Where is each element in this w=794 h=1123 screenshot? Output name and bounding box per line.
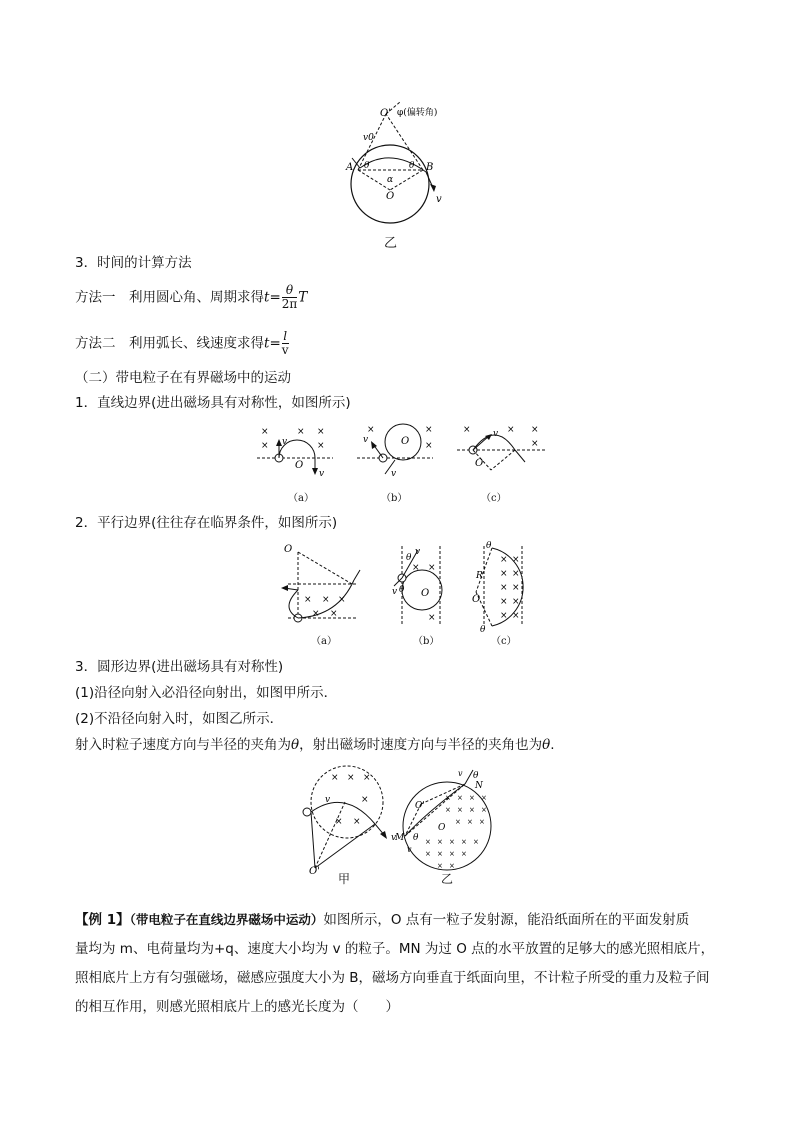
svg-text:×: ×	[261, 427, 269, 437]
example-line-4: 的相互作用，则感光照相底片上的感光长度为（ ）	[75, 999, 399, 1015]
svg-text:O: O	[475, 458, 484, 469]
line3-theta-1: θ	[291, 737, 300, 753]
svg-text:×: ×	[512, 583, 520, 593]
line3-theta-2: θ	[542, 737, 551, 753]
boundary3-heading: 3．圆形边界(进出磁场具有对称性)	[75, 659, 284, 675]
svg-text:×: ×	[367, 425, 375, 435]
line3-end: .	[550, 737, 555, 753]
example-1	[75, 905, 735, 1022]
svg-text:v: v	[415, 547, 421, 557]
svg-text:v: v	[493, 429, 499, 439]
svg-text:×: ×	[481, 806, 487, 814]
label-theta-b: θ	[409, 161, 415, 171]
svg-text:O: O	[438, 823, 446, 833]
svg-text:×: ×	[473, 838, 479, 846]
example-line-1	[75, 905, 735, 935]
straight-boundary-svg	[255, 420, 555, 482]
boundary3-line3	[75, 736, 555, 754]
svg-text:θ: θ	[473, 771, 479, 781]
parallel-cap-b: （b）	[413, 636, 440, 647]
straight-cap-b: （b）	[381, 493, 408, 504]
straight-cap-a: （a）	[288, 493, 314, 504]
svg-text:×: ×	[425, 850, 431, 858]
svg-text:×: ×	[425, 425, 433, 435]
cfig-yi	[394, 769, 491, 870]
svg-text:×: ×	[457, 806, 463, 814]
svg-text:N: N	[475, 781, 483, 791]
straight-cap-c: （c）	[481, 493, 507, 504]
boundary3-line1: (1)沿径向射入必沿径向射出，如图甲所示．	[75, 685, 338, 701]
circular-boundary-figures	[295, 764, 495, 876]
svg-text:O: O	[284, 544, 293, 555]
fig-c	[457, 425, 545, 470]
pfig-b	[392, 546, 442, 626]
fig-a	[257, 427, 333, 479]
label-phi: φ(偏转角)	[397, 108, 438, 118]
method1-eq: =	[269, 289, 281, 306]
svg-text:v: v	[391, 833, 397, 843]
svg-text:θ: θ	[413, 833, 419, 843]
svg-text:×: ×	[531, 439, 539, 449]
method2-num: l	[283, 329, 288, 343]
svg-text:×: ×	[261, 441, 269, 451]
svg-text:v: v	[392, 587, 398, 597]
method2-eq: =	[269, 335, 281, 352]
svg-text:×: ×	[449, 862, 455, 870]
example-line-3: 照相底片上方有匀强磁场，磁感应强度大小为 B，磁场方向垂直于纸面向里，不计粒子所受的重力及粒子间	[75, 970, 710, 986]
svg-text:O': O'	[415, 801, 425, 811]
svg-text:×: ×	[363, 773, 371, 783]
svg-text:×: ×	[361, 795, 369, 805]
svg-text:×: ×	[500, 597, 508, 607]
svg-text:×: ×	[347, 773, 355, 783]
svg-text:O: O	[401, 436, 410, 447]
svg-text:×: ×	[500, 583, 508, 593]
method2-label: 方法二	[75, 335, 116, 352]
svg-text:θ: θ	[406, 553, 412, 563]
line3-pre: 射入时粒子速度方向与半径的夹角为	[75, 737, 291, 753]
label-theta-a: θ	[364, 161, 370, 171]
figure-top-svg	[330, 98, 480, 250]
method1-num: θ	[282, 284, 298, 298]
cfig-jia	[303, 766, 396, 876]
svg-text:×: ×	[330, 609, 338, 619]
time-heading: 3．时间的计算方法	[75, 255, 192, 271]
svg-text:v: v	[391, 469, 397, 479]
svg-text:×: ×	[449, 838, 455, 846]
svg-text:×: ×	[331, 773, 339, 783]
svg-text:×: ×	[469, 806, 475, 814]
svg-text:v: v	[407, 845, 412, 854]
svg-text:×: ×	[437, 850, 443, 858]
svg-text:×: ×	[317, 427, 325, 437]
svg-text:×: ×	[512, 597, 520, 607]
svg-text:×: ×	[445, 794, 451, 802]
label-v0: v0	[363, 133, 374, 143]
example-text-1: 如图所示，O 点有一粒子发射源，能沿纸面所在的平面发射质	[323, 912, 690, 928]
svg-text:×: ×	[463, 425, 471, 435]
svg-text:×: ×	[469, 794, 475, 802]
method1-text: 利用圆心角、周期求得	[129, 289, 264, 306]
parallel-cap-c: （c）	[491, 636, 517, 647]
svg-text:×: ×	[467, 818, 473, 826]
svg-text:×: ×	[512, 611, 520, 621]
svg-text:×: ×	[317, 441, 325, 451]
svg-text:×: ×	[335, 817, 343, 827]
svg-text:×: ×	[507, 425, 515, 435]
svg-text:R: R	[476, 571, 483, 581]
label-v: v	[436, 194, 442, 205]
svg-text:×: ×	[437, 862, 443, 870]
svg-text:×: ×	[531, 425, 539, 435]
label-b: B	[426, 162, 434, 173]
svg-text:×: ×	[304, 595, 312, 605]
svg-text:θ: θ	[399, 585, 405, 595]
svg-text:θ: θ	[480, 625, 486, 632]
label-a: A	[346, 162, 354, 173]
svg-text:×: ×	[338, 595, 346, 605]
svg-text:O': O'	[309, 866, 320, 876]
svg-text:×: ×	[437, 838, 443, 846]
svg-text:×: ×	[512, 569, 520, 579]
method1-tail: T	[298, 289, 308, 306]
method1-fraction	[282, 284, 298, 311]
method1-t: t	[264, 289, 270, 306]
method2-fraction	[282, 330, 289, 357]
svg-text:×: ×	[412, 563, 420, 573]
svg-text:×: ×	[322, 595, 330, 605]
svg-text:×: ×	[512, 555, 520, 565]
example-tag: 【例 1】	[75, 912, 130, 928]
svg-text:×: ×	[461, 850, 467, 858]
svg-text:O: O	[295, 460, 304, 471]
svg-text:v: v	[363, 435, 369, 445]
svg-text:×: ×	[500, 569, 508, 579]
svg-text:v: v	[319, 469, 325, 479]
boundary1-heading: 1．直线边界(进出磁场具有对称性，如图所示)	[75, 395, 351, 411]
svg-text:×: ×	[461, 838, 467, 846]
svg-text:×: ×	[428, 563, 436, 573]
svg-text:×: ×	[449, 850, 455, 858]
svg-text:v: v	[325, 795, 331, 805]
label-o: O	[386, 191, 395, 202]
label-alpha: α	[387, 175, 394, 185]
svg-text:×: ×	[353, 817, 361, 827]
parallel-cap-a: （a）	[311, 636, 337, 647]
circular-boundary-svg	[295, 764, 495, 876]
method2-row	[75, 330, 290, 357]
method2-text: 利用弧长、线速度求得	[129, 335, 264, 352]
svg-text:×: ×	[312, 609, 320, 619]
fig-b	[357, 424, 433, 479]
line3-mid: ，射出磁场时速度方向与半径的夹角也为	[299, 737, 543, 753]
svg-text:θ: θ	[486, 541, 492, 551]
svg-text:×: ×	[479, 818, 485, 826]
parallel-boundary-svg	[278, 540, 538, 632]
svg-text:v: v	[458, 769, 463, 778]
figure-top-caption: 乙	[384, 236, 398, 251]
pfig-c	[472, 541, 523, 632]
svg-text:O: O	[472, 594, 481, 605]
example-topic: （带电粒子在直线边界磁场中运动）	[129, 912, 324, 927]
example-line-2: 量均为 m、电荷量均为+q、速度大小均为 v 的粒子。MN 为过 O 点的水平放置的足够大的感光照相底片，	[75, 941, 715, 957]
label-o-prime: O'	[380, 108, 391, 119]
circular-cap-yi: 乙	[441, 872, 454, 886]
part2-heading: （二）带电粒子在有界磁场中的运动	[75, 370, 291, 386]
method2-den: v	[281, 343, 289, 357]
svg-text:×: ×	[428, 613, 436, 623]
svg-text:M: M	[395, 833, 405, 843]
svg-text:O: O	[421, 588, 430, 599]
pfig-a	[281, 544, 360, 622]
method2-t: t	[264, 335, 270, 352]
straight-boundary-figures	[255, 420, 555, 482]
method1-row	[75, 284, 307, 311]
method1-den: 2π	[281, 297, 298, 311]
svg-text:×: ×	[455, 818, 461, 826]
boundary2-heading: 2．平行边界(往往存在临界条件，如图所示)	[75, 515, 338, 531]
svg-text:×: ×	[445, 806, 451, 814]
circular-cap-jia: 甲	[338, 872, 351, 886]
method1-label: 方法一	[75, 289, 116, 306]
boundary3-line2: (2)不沿径向射入时，如图乙所示．	[75, 711, 284, 727]
svg-text:×: ×	[481, 794, 487, 802]
figure-top-circle	[330, 98, 480, 250]
svg-text:×: ×	[425, 838, 431, 846]
svg-text:×: ×	[457, 794, 463, 802]
svg-text:v: v	[282, 437, 288, 447]
svg-text:×: ×	[500, 555, 508, 565]
svg-text:×: ×	[425, 441, 433, 451]
parallel-boundary-figures	[278, 540, 538, 632]
svg-text:×: ×	[297, 427, 305, 437]
svg-text:×: ×	[500, 611, 508, 621]
